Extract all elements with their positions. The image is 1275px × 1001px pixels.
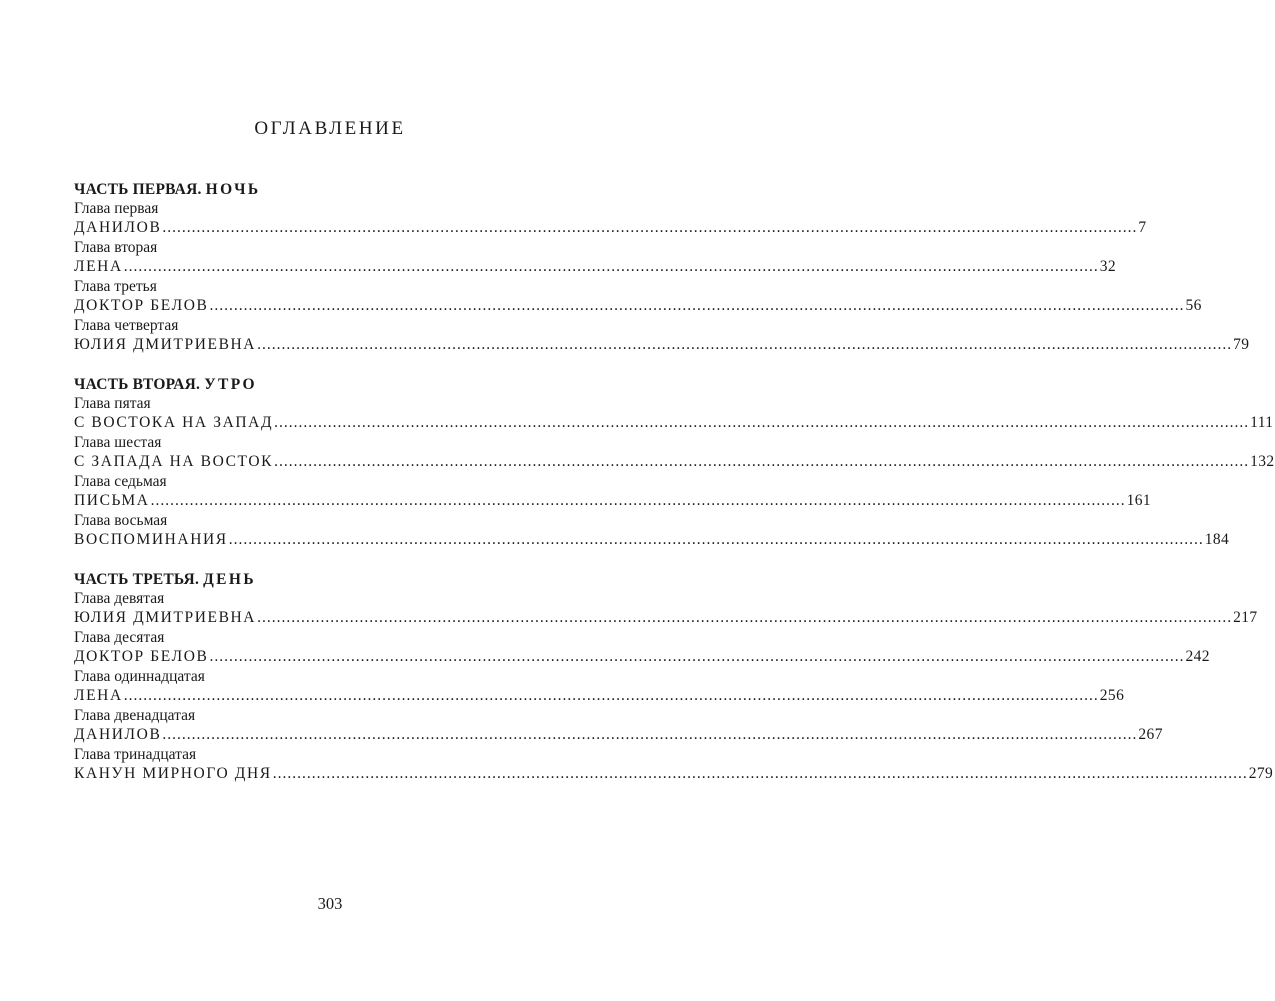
- part-label: ЧАСТЬ ВТОРАЯ.: [74, 376, 201, 393]
- dot-leader: ........................................................................................................................................................................................................: [123, 687, 1099, 704]
- dot-leader: ........................................................................................................................................................................................................: [257, 336, 1233, 353]
- section-gap: [74, 551, 554, 570]
- toc-entry[interactable]: [74, 217, 1147, 239]
- toc-entry[interactable]: [74, 685, 1125, 707]
- part-label: ЧАСТЬ ТРЕТЬЯ.: [74, 571, 200, 588]
- chapter-label: Глава двенадцатая: [74, 707, 196, 724]
- chapter-page-number: 184: [1204, 531, 1230, 548]
- part-name: ДЕНЬ: [203, 571, 257, 588]
- dot-leader: ........................................................................................................................................................................................................: [209, 297, 1185, 314]
- chapter-title: КАНУН МИРНОГО ДНЯ: [74, 765, 272, 782]
- dot-leader: ........................................................................................................................................................................................................: [162, 726, 1138, 743]
- chapter-title: ЮЛИЯ ДМИТРИЕВНА: [74, 609, 257, 626]
- chapter-title: С ВОСТОКА НА ЗАПАД: [74, 414, 274, 431]
- chapter-title: С ЗАПАДА НА ВОСТОК: [74, 453, 274, 470]
- chapter-page-number: 267: [1138, 726, 1163, 743]
- chapter-title: ВОСПОМИНАНИЯ: [74, 531, 228, 548]
- chapter-page-number: 7: [1138, 219, 1147, 236]
- toc-entry[interactable]: [74, 334, 1250, 356]
- chapter-title: ДОКТОР БЕЛОВ: [74, 297, 209, 314]
- part-heading: [74, 180, 554, 200]
- chapter-title: ДАНИЛОВ: [74, 219, 162, 236]
- dot-leader: ........................................................................................................................................................................................................: [123, 258, 1099, 275]
- chapter-page-number: 279: [1248, 765, 1274, 782]
- chapter-label: Глава восьмая: [74, 512, 168, 529]
- chapter-title: ДАНИЛОВ: [74, 726, 162, 743]
- chapter-page-number: 242: [1185, 648, 1210, 665]
- dot-leader: ........................................................................................................................................................................................................: [228, 531, 1204, 548]
- chapter-label: Глава первая: [74, 200, 159, 217]
- chapter-title: ЮЛИЯ ДМИТРИЕВНА: [74, 336, 257, 353]
- dot-leader: ........................................................................................................................................................................................................: [274, 453, 1250, 470]
- dot-leader: ........................................................................................................................................................................................................: [209, 648, 1185, 665]
- table-of-contents: [74, 180, 1275, 785]
- chapter-title: ЛЕНА: [74, 258, 123, 275]
- chapter-label: Глава девятая: [74, 590, 165, 607]
- chapter-label: Глава третья: [74, 278, 157, 295]
- toc-entry[interactable]: [74, 763, 1274, 785]
- chapter-label: Глава пятая: [74, 395, 151, 412]
- chapter-page-number: 161: [1126, 492, 1152, 509]
- dot-leader: ........................................................................................................................................................................................................: [274, 414, 1250, 431]
- page-number: 303: [317, 894, 343, 913]
- chapter-page-number: 111: [1250, 414, 1274, 431]
- chapter-title: ДОКТОР БЕЛОВ: [74, 648, 209, 665]
- toc-entry[interactable]: [74, 412, 1274, 434]
- chapter-label: Глава вторая: [74, 239, 158, 256]
- toc-entry[interactable]: [74, 724, 1163, 746]
- toc-entry[interactable]: [74, 451, 1275, 473]
- chapter-page-number: 217: [1233, 609, 1258, 626]
- chapter-page-number: 32: [1099, 258, 1117, 275]
- chapter-title: ПИСЬМА: [74, 492, 150, 509]
- chapter-page-number: 256: [1099, 687, 1125, 704]
- part-label: ЧАСТЬ ПЕРВАЯ.: [74, 181, 202, 198]
- toc-entry[interactable]: [74, 529, 1230, 551]
- chapter-label: Глава четвертая: [74, 317, 179, 334]
- part-heading: [74, 375, 554, 395]
- dot-leader: ........................................................................................................................................................................................................: [272, 765, 1248, 782]
- toc-entry[interactable]: [74, 607, 1258, 629]
- section-gap: [74, 356, 554, 375]
- dot-leader: ........................................................................................................................................................................................................: [162, 219, 1138, 236]
- toc-entry[interactable]: [74, 490, 1152, 512]
- chapter-title: ЛЕНА: [74, 687, 123, 704]
- dot-leader: ........................................................................................................................................................................................................: [150, 492, 1126, 509]
- part-heading: [74, 570, 554, 590]
- toc-entry[interactable]: [74, 295, 1202, 317]
- chapter-page-number: 79: [1233, 336, 1250, 353]
- part-name: НОЧЬ: [205, 181, 261, 198]
- chapter-page-number: 56: [1185, 297, 1202, 314]
- chapter-label: Глава седьмая: [74, 473, 167, 490]
- chapter-label: Глава тринадцатая: [74, 746, 197, 763]
- page-title: ОГЛАВЛЕНИЕ: [254, 118, 406, 139]
- chapter-label: Глава десятая: [74, 629, 165, 646]
- chapter-label: Глава одиннадцатая: [74, 668, 205, 685]
- toc-entry[interactable]: [74, 646, 1210, 668]
- part-name: УТРО: [204, 376, 257, 393]
- chapter-page-number: 132: [1250, 453, 1275, 470]
- toc-entry[interactable]: [74, 256, 1117, 278]
- chapter-label: Глава шестая: [74, 434, 162, 451]
- dot-leader: ........................................................................................................................................................................................................: [257, 609, 1233, 626]
